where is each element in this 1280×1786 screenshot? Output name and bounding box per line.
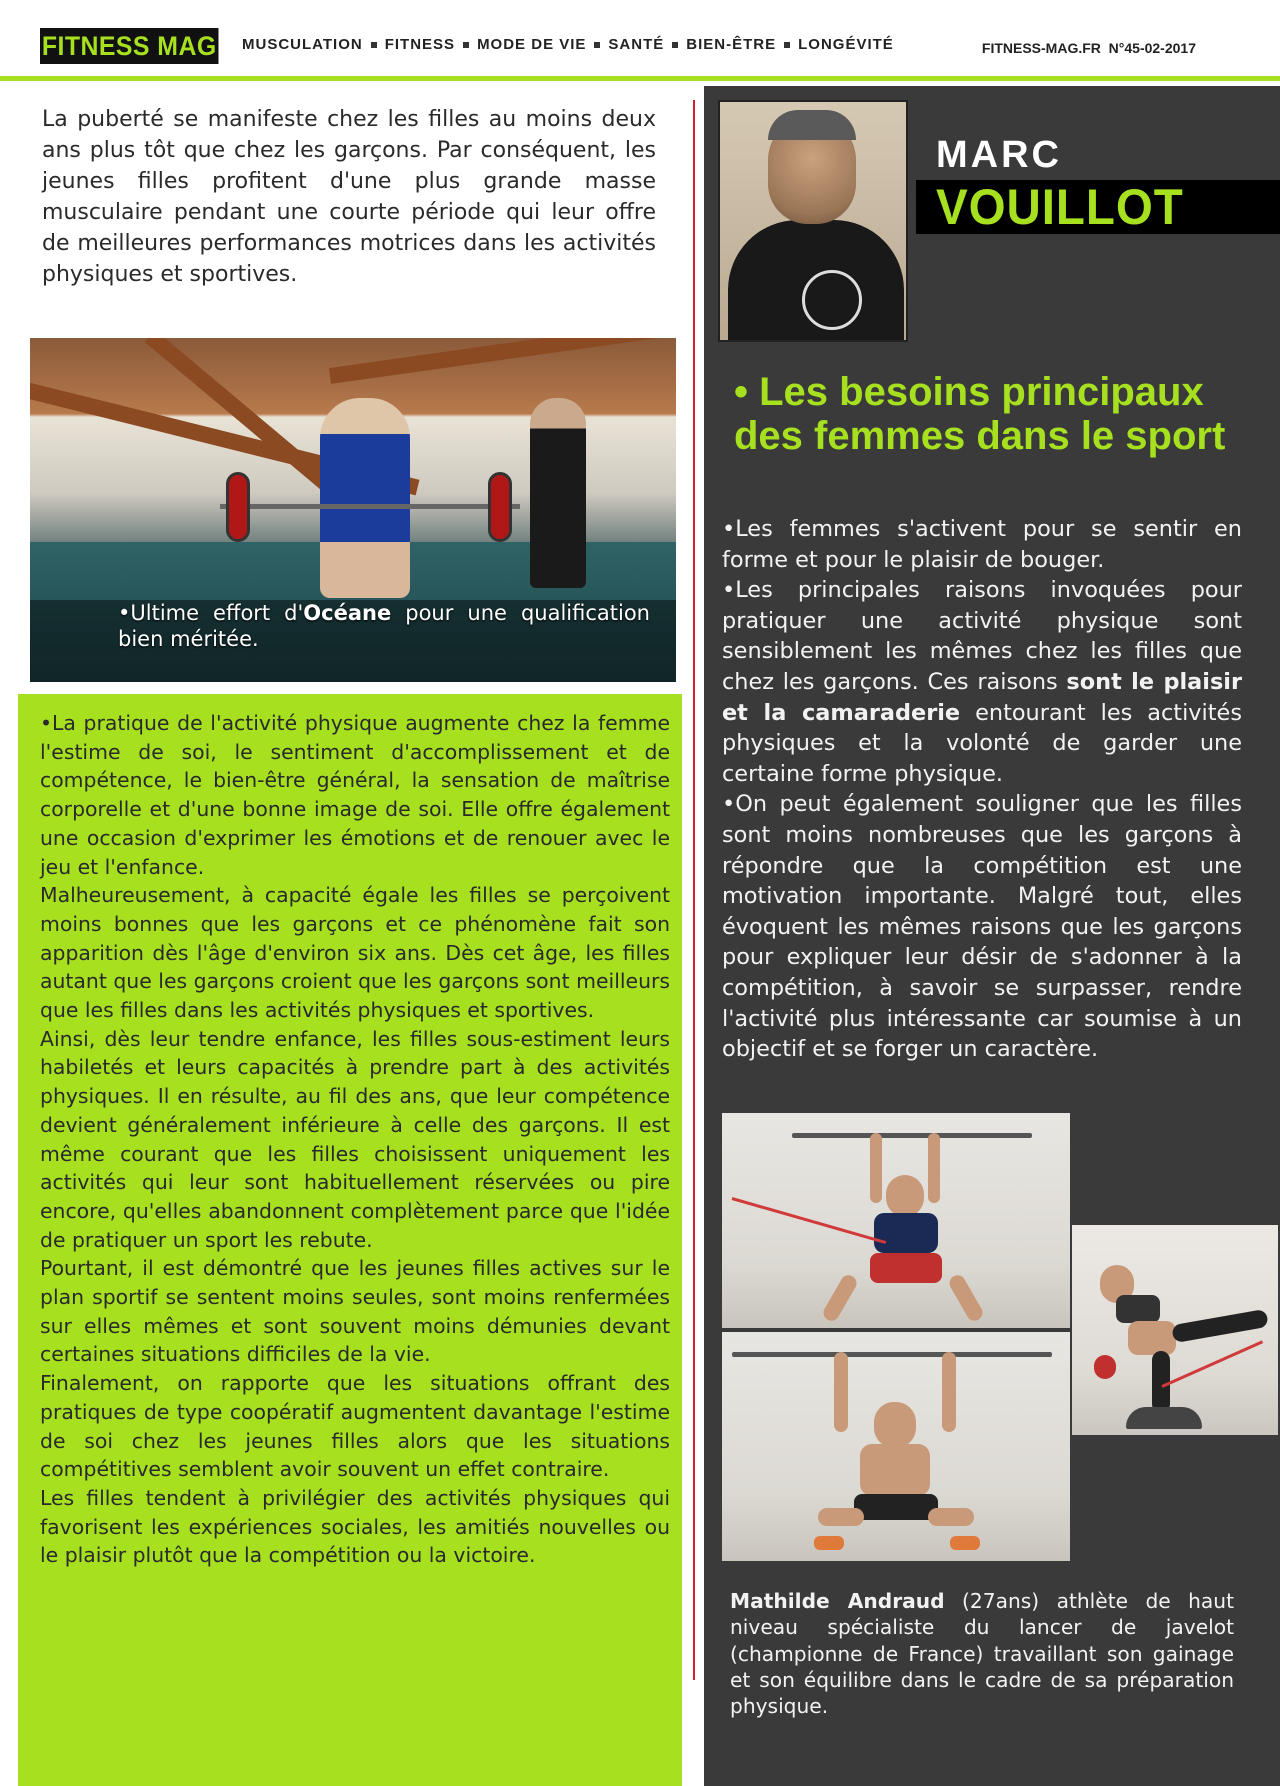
athlete-description: (27ans) athlète de haut niveau spécialiste du lancer de javelot (championne de France) travaillant son gainage et son équilibre dans le cadre de sa préparation physique.: [730, 1589, 1234, 1719]
paragraph: [722, 575, 1242, 789]
athlete-arms: [834, 1352, 848, 1432]
paragraph: •La pratique de l'activité physique augmente chez la femme l'estime de soi, le sentiment d'accomplissement et de compétence, le bien-être général, la sensation de maîtrise corporelle et d'une bonne image de soi. Elle offre également une occasion d'exprimer les émotions et de renouer avec le jeu et l'enfance.: [40, 711, 670, 879]
nav-separator: [784, 42, 790, 48]
nav-item-mode-de-vie[interactable]: MODE DE VIE: [477, 36, 587, 53]
author-portrait: [718, 100, 908, 342]
page-header: [0, 0, 1280, 78]
barbell: [792, 1133, 1032, 1138]
roof-beam: [329, 338, 676, 384]
resistance-band: [732, 1197, 887, 1244]
paragraph: Ainsi, dès leur tendre enfance, les filles sous-estiment leurs habiletés et leurs capacités à prendre part à des activités physiques. Il en résulte, au fil des ans, que leur compétence devient généralement inférieure à celle des garçons. Il est même courant que les filles choisissent uniquement les activités qui leur sont habituellement réservées ou pire encore, qu'elles abandonnent complètement parce que l'idée de pratiquer un sport les rebute.: [40, 1026, 670, 1252]
paragraph: Finalement, on rapporte que les situations offrant des pratiques de type coopératif augmentent davantage l'estime de soi chez les jeunes filles alors que les situations compétitives semblent avoir souvent un effet contraire.: [40, 1371, 670, 1482]
nav-separator: [463, 42, 469, 48]
athlete-arms: [942, 1352, 956, 1432]
caption-text: pour une qualification bien méritée.: [118, 601, 650, 651]
athlete-torso: [860, 1444, 930, 1496]
paragraph: •On peut également souligner que les filles sont moins nombreuses que les garçons à répondre que la compétition est une motivation importante. Malgré tout, elles évoquent les mêmes raisons que les garçons pour expliquer leur désir de s'adonner à la compétition, à savoir se surpasser, rendre l'activité plus intéressante car soumise à un objectif et se forger un caractère.: [722, 791, 1242, 1063]
barbell: [220, 504, 520, 509]
column-divider: [693, 100, 695, 1680]
balance-ball: [1126, 1407, 1202, 1429]
athlete-shoe: [950, 1536, 980, 1550]
author-last-name: VOUILLOT: [936, 179, 1184, 235]
athlete-leg: [818, 1508, 864, 1526]
text-run: •Les principales raisons invoquées pour pratiquer une activité physique sont sensiblement les mêmes chez les filles que chez les garçons. Ces raisons: [722, 577, 1242, 695]
barbell: [732, 1352, 1052, 1357]
photo-caption: [118, 600, 650, 652]
overhead-squat-band-photo: [722, 1113, 1070, 1328]
weightlifting-photo: [30, 338, 676, 682]
athlete-head: [886, 1175, 924, 1217]
athlete-caption: [730, 1588, 1234, 1719]
fitness-mag-logo[interactable]: FITNESS MAG: [40, 28, 218, 64]
athlete-top: [1116, 1295, 1160, 1323]
athlete-torso: [1128, 1321, 1176, 1355]
barbell-plate: [488, 472, 512, 542]
issue-number: FITNESS-MAG.FR N°45-02-2017: [981, 40, 1196, 56]
highlight-text: [40, 709, 670, 1570]
nav-item-musculation[interactable]: MUSCULATION: [242, 36, 363, 53]
paragraph: Les filles tendent à privilégier des activités physiques qui favorisent les expériences sociales, les amitiés nouvelles ou le plaisir plutôt que la compétition ou la victoire.: [40, 1485, 670, 1568]
athlete-shorts: [854, 1494, 938, 1520]
kettlebell: [1094, 1355, 1116, 1379]
athlete-leg: [928, 1508, 974, 1526]
athlete-leg: [947, 1272, 986, 1323]
portrait-hair: [768, 110, 856, 140]
athlete-shorts: [870, 1253, 942, 1283]
author-first-name: MARC: [936, 134, 1062, 176]
athlete-figure: [320, 398, 410, 598]
paragraph: •Les femmes s'activent pour se sentir en forme et pour le plaisir de bouger.: [722, 516, 1242, 573]
resistance-band: [1161, 1340, 1263, 1387]
emphasis-text: sont le plaisir et la camaraderie: [722, 668, 1242, 726]
balance-kettlebell-photo: [1072, 1225, 1278, 1435]
nav-item-bien-etre[interactable]: BIEN-ÊTRE: [686, 36, 777, 53]
athlete-arms: [870, 1133, 882, 1203]
athlete-head: [874, 1402, 916, 1448]
nav-item-longevite[interactable]: LONGÉVITÉ: [798, 36, 894, 53]
nav-item-fitness[interactable]: FITNESS: [384, 36, 456, 53]
athlete-arms: [928, 1133, 940, 1203]
athlete-top: [874, 1213, 938, 1253]
nav-separator: [594, 42, 600, 48]
text-run: entourant les activités physiques et la volonté de garder une certaine forme physique.: [722, 699, 1242, 787]
nav-separator: [371, 42, 377, 48]
overhead-squat-photo: [722, 1332, 1070, 1561]
spectator-figure: [530, 398, 586, 588]
header-divider: [0, 76, 1280, 81]
athlete-leg-raised: [1171, 1309, 1269, 1343]
athlete-name: Mathilde Andraud: [730, 1589, 945, 1613]
barbell-plate: [226, 472, 250, 542]
athlete-shoe: [814, 1536, 844, 1550]
section-body: [722, 514, 1242, 1065]
caption-text: •Ultime effort d': [118, 601, 304, 625]
intro-paragraph: La puberté se manifeste chez les filles au moins deux ans plus tôt que chez les garçons. Par conséquent, les jeunes filles profitent d'une plus grande masse musculaire pendant une courte période qui leur offre de meilleures performances motrices dans les activités physiques et sportives.: [42, 107, 656, 287]
nav-item-sante[interactable]: SANTÉ: [608, 36, 665, 53]
paragraph: Malheureusement, à capacité égale les filles se perçoivent moins bonnes que les garçons et ce phénomène fait son apparition dès l'âge d'environ six ans. Dès cet âge, les filles autant que les garçons croient que les garçons sont meilleurs que les filles dans les activités physiques et sportives.: [40, 883, 670, 1023]
shirt-logo: [802, 270, 862, 330]
section-heading: • Les besoins principaux des femmes dans le sport: [734, 370, 1226, 458]
paragraph: Pourtant, il est démontré que les jeunes filles actives sur le plan sportif se sentent moins seules, sont moins renfermées sur elles mêmes et sont souvent moins démunies devant certaines situations difficiles de la vie.: [40, 1256, 670, 1367]
caption-name: Océane: [303, 601, 392, 625]
category-nav: [242, 36, 894, 53]
nav-separator: [672, 42, 678, 48]
athlete-leg: [821, 1272, 860, 1323]
